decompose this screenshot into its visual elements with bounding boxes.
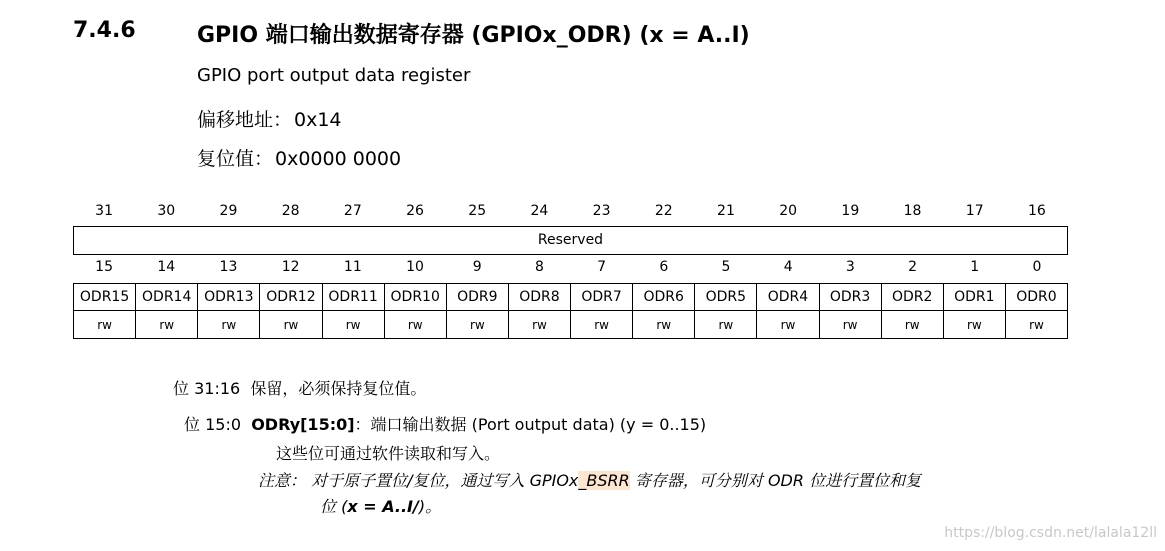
bit-number: 17: [965, 203, 984, 219]
bit-number: 1: [970, 259, 980, 275]
watermark: https://blog.csdn.net/lalala12ll: [944, 525, 1157, 541]
access-cell: rw: [819, 311, 881, 339]
offset-value: 0x14: [294, 109, 342, 131]
bit-number: 11: [343, 259, 362, 275]
note-line-2: [320, 494, 441, 517]
bit-number: 0: [1032, 259, 1042, 275]
access-cell: rw: [136, 311, 198, 339]
note-line-1: [258, 468, 921, 491]
desc-rw-line: 这些位可通过软件读取和写入。: [276, 444, 501, 463]
section-number: 7.4.6: [73, 18, 136, 43]
bit-number: 6: [659, 259, 669, 275]
field-name-cell: ODR12: [260, 284, 322, 311]
reset-line: [197, 144, 403, 171]
field-name-cell: ODR3: [819, 284, 881, 311]
desc-odr-line: [184, 412, 706, 435]
field-name-cell: ODR1: [943, 284, 1005, 311]
access-cell: rw: [633, 311, 695, 339]
bit-number: 4: [783, 259, 793, 275]
field-name-cell: ODR15: [74, 284, 136, 311]
bit-number: 23: [592, 203, 611, 219]
offset-label: 偏移地址：: [197, 109, 293, 131]
field-name-cell: ODR7: [571, 284, 633, 311]
bit-number: 29: [219, 203, 238, 219]
field-name-cell: ODR14: [136, 284, 198, 311]
field-name-cell: ODR13: [198, 284, 260, 311]
bit-number: 18: [903, 203, 922, 219]
bit-number: 20: [779, 203, 798, 219]
note-suffix: 寄存器，可分别对 ODR 位进行置位和复: [629, 471, 922, 490]
high-bit-numbers: [73, 203, 1068, 219]
note-line2-a: 位 (: [320, 497, 348, 516]
bit-number: 5: [721, 259, 731, 275]
access-cell: rw: [198, 311, 260, 339]
bit-number: 2: [908, 259, 917, 275]
access-cell: rw: [571, 311, 633, 339]
field-name-cell: ODR8: [508, 284, 570, 311]
bit-number: 25: [468, 203, 487, 219]
access-cell: rw: [384, 311, 446, 339]
field-name-cell: ODR4: [757, 284, 819, 311]
offset-line: [197, 105, 344, 132]
register-subtitle: GPIO port output data register: [197, 65, 471, 86]
bit-number: 21: [717, 203, 735, 219]
bit-number: 31: [95, 203, 113, 219]
desc-reserved-line: [173, 376, 426, 399]
bit-number: 27: [343, 203, 362, 219]
access-cell: rw: [1005, 311, 1067, 339]
field-name-cell: ODR2: [881, 284, 943, 311]
register-table: [73, 283, 1068, 339]
field-name-cell: ODR9: [446, 284, 508, 311]
access-cell: rw: [74, 311, 136, 339]
bit-number: 8: [534, 259, 544, 275]
access-cell: rw: [695, 311, 757, 339]
desc-bits-15-0: 位 15:0: [184, 415, 242, 434]
bit-number: 15: [95, 259, 113, 275]
access-cell: rw: [322, 311, 384, 339]
bit-number: 28: [281, 203, 300, 219]
reset-value: 0x0000 0000: [275, 148, 402, 170]
field-name-cell: ODR6: [633, 284, 695, 311]
access-row: [74, 311, 1068, 339]
bit-number: 9: [472, 259, 482, 275]
low-bit-numbers: [73, 259, 1068, 275]
bit-number: 10: [406, 259, 424, 275]
bit-number: 13: [219, 259, 238, 275]
access-cell: rw: [757, 311, 819, 339]
bit-number: 14: [157, 259, 176, 275]
field-name-cell: ODR0: [1005, 284, 1067, 311]
bit-number: 22: [654, 203, 673, 219]
bit-number: 30: [157, 203, 176, 219]
reserved-field: Reserved: [73, 226, 1068, 255]
access-cell: rw: [446, 311, 508, 339]
reset-label: 复位值：: [197, 148, 274, 170]
desc-bits-31-16: 位 31:16: [173, 379, 241, 398]
access-cell: rw: [508, 311, 570, 339]
field-name-cell: ODR11: [322, 284, 384, 311]
desc-odr-text: ：端口输出数据 (Port output data) (y = 0..15): [354, 415, 707, 434]
note-line2-b: )。: [418, 497, 442, 516]
field-name-cell: ODR10: [384, 284, 446, 311]
bit-number: 3: [845, 259, 855, 275]
note-prefix: 注意： 对于原子置位/复位，通过写入 GPIOx: [258, 471, 579, 490]
desc-odr-field: ODRy[15:0]: [251, 415, 355, 434]
field-name-cell: ODR5: [695, 284, 757, 311]
bit-number: 24: [530, 203, 549, 219]
bit-number: 19: [841, 203, 860, 219]
note-highlight: _BSRR: [578, 471, 630, 490]
bit-number: 12: [281, 259, 300, 275]
section-title: GPIO 端口输出数据寄存器 (GPIOx_ODR) (x = A..I): [197, 23, 750, 48]
access-cell: rw: [260, 311, 322, 339]
bit-number: 7: [597, 259, 607, 275]
bit-number: 16: [1027, 203, 1046, 219]
access-cell: rw: [943, 311, 1005, 339]
desc-reserved-text: 保留，必须保持复位值。: [250, 379, 427, 398]
bit-number: 26: [406, 203, 424, 219]
note-line2-bold: x = A..I/: [347, 497, 419, 516]
field-name-row: [74, 284, 1068, 311]
access-cell: rw: [881, 311, 943, 339]
